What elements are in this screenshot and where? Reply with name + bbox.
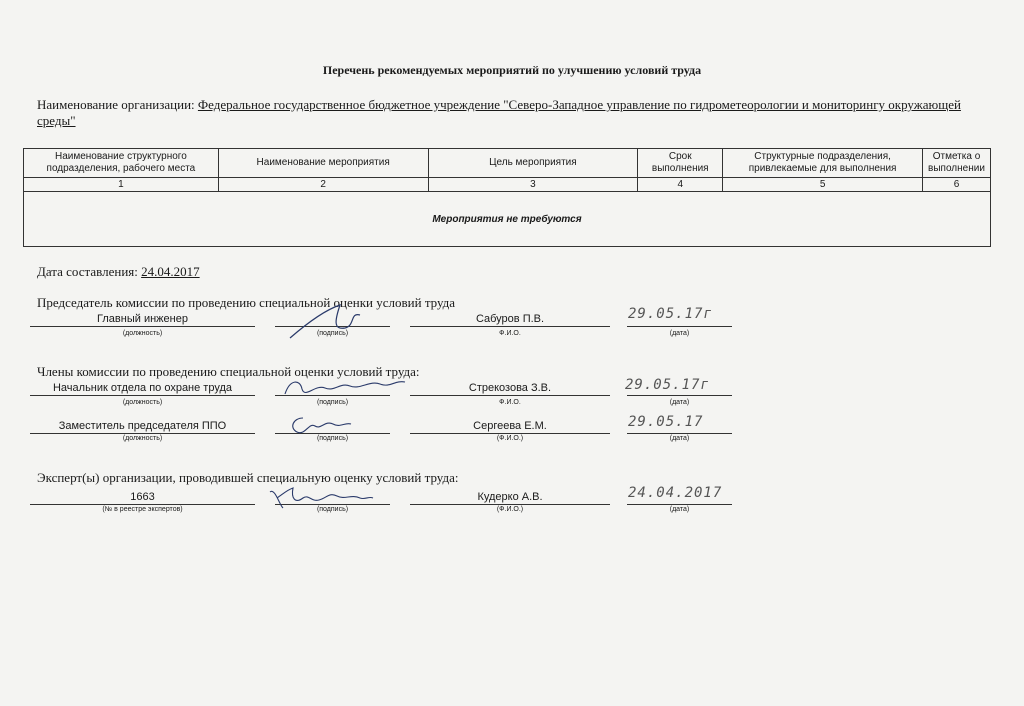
member2-name-caption: (Ф.И.О.) — [496, 435, 524, 442]
member2-date-caption: (дата) — [669, 435, 690, 442]
col-header-goal: Цель мероприятия — [428, 149, 638, 178]
expert-name-caption: (Ф.И.О.) — [496, 506, 524, 513]
member2-date: 29.05.17 — [628, 414, 704, 430]
table-row — [24, 192, 991, 247]
compiled-date — [37, 264, 200, 280]
chairman-date: 29.05.17г — [628, 306, 713, 322]
col-number: 2 — [218, 178, 428, 192]
chairman-position: Главный инженер — [30, 312, 255, 327]
members-heading: Члены комиссии по проведению специальной оценки условий труда: — [37, 364, 420, 379]
expert-name: Кудерко А.В. — [410, 490, 610, 505]
col-number: 6 — [922, 178, 990, 192]
member1-date: 29.05.17г — [625, 377, 710, 393]
expert-registry-caption: (№ в реестре экспертов) — [102, 506, 183, 513]
expert-date: 24.04.2017 — [628, 485, 723, 501]
col-header-measure: Наименование мероприятия — [218, 149, 428, 178]
member2-position-caption: (должность) — [122, 435, 163, 442]
col-header-deadline: Срок выполнения — [638, 149, 723, 178]
member1-position: Начальник отдела по охране труда — [30, 381, 255, 396]
expert-signature-caption: (подпись) — [316, 506, 349, 513]
table-number-row — [24, 178, 991, 192]
chairman-signature-caption: (подпись) — [316, 330, 349, 337]
expert-signature — [265, 484, 375, 514]
col-number: 3 — [428, 178, 638, 192]
chairman-name-caption: Ф.И.О. — [499, 330, 521, 337]
empty-note: Мероприятия не требуются — [24, 192, 991, 247]
compiled-date-label: Дата составления: — [37, 264, 138, 279]
page-title: Перечень рекомендуемых мероприятий по улучшению условий труда — [322, 63, 702, 77]
member1-name: Стрекозова З.В. — [410, 381, 610, 396]
expert-date-caption: (дата) — [669, 506, 690, 513]
chairman-signature — [285, 300, 365, 345]
expert-registry: 1663 — [30, 490, 255, 505]
member1-date-caption: (дата) — [669, 399, 690, 406]
member1-signature-caption: (подпись) — [316, 399, 349, 406]
member1-position-caption: (должность) — [122, 399, 163, 406]
organization-label: Наименование организации: — [37, 97, 195, 112]
col-header-departments: Структурные подразделения, привлекаемые для выполнения — [723, 149, 923, 178]
col-header-workplace: Наименование структурного подразделения, рабочего места — [24, 149, 219, 178]
member1-name-caption: Ф.И.О. — [499, 399, 521, 406]
col-number: 5 — [723, 178, 923, 192]
member2-signature-caption: (подпись) — [316, 435, 349, 442]
organization-line — [37, 97, 987, 129]
organization-value: Федеральное государственное бюджетное учреждение "Северо-Западное управление по гидрометеорологии и мониторингу окружающей среды" — [37, 97, 961, 128]
chairman-name: Сабуров П.В. — [410, 312, 610, 327]
col-number: 1 — [24, 178, 219, 192]
member2-position: Заместитель председателя ППО — [30, 419, 255, 434]
member1-signature — [280, 374, 410, 404]
chairman-date-caption: (дата) — [669, 330, 690, 337]
member2-signature — [285, 412, 355, 438]
measures-table — [23, 148, 991, 247]
chairman-position-caption: (должность) — [122, 330, 163, 337]
chairman-heading: Председатель комиссии по проведению специальной оценки условий труда — [37, 295, 456, 310]
expert-heading: Эксперт(ы) организации, проводившей специальную оценку условий труда: — [37, 470, 459, 485]
member2-name: Сергеева Е.М. — [410, 419, 610, 434]
compiled-date-value: 24.04.2017 — [141, 264, 200, 279]
col-header-mark: Отметка о выполнении — [922, 149, 990, 178]
col-number: 4 — [638, 178, 723, 192]
table-header-row — [24, 149, 991, 178]
